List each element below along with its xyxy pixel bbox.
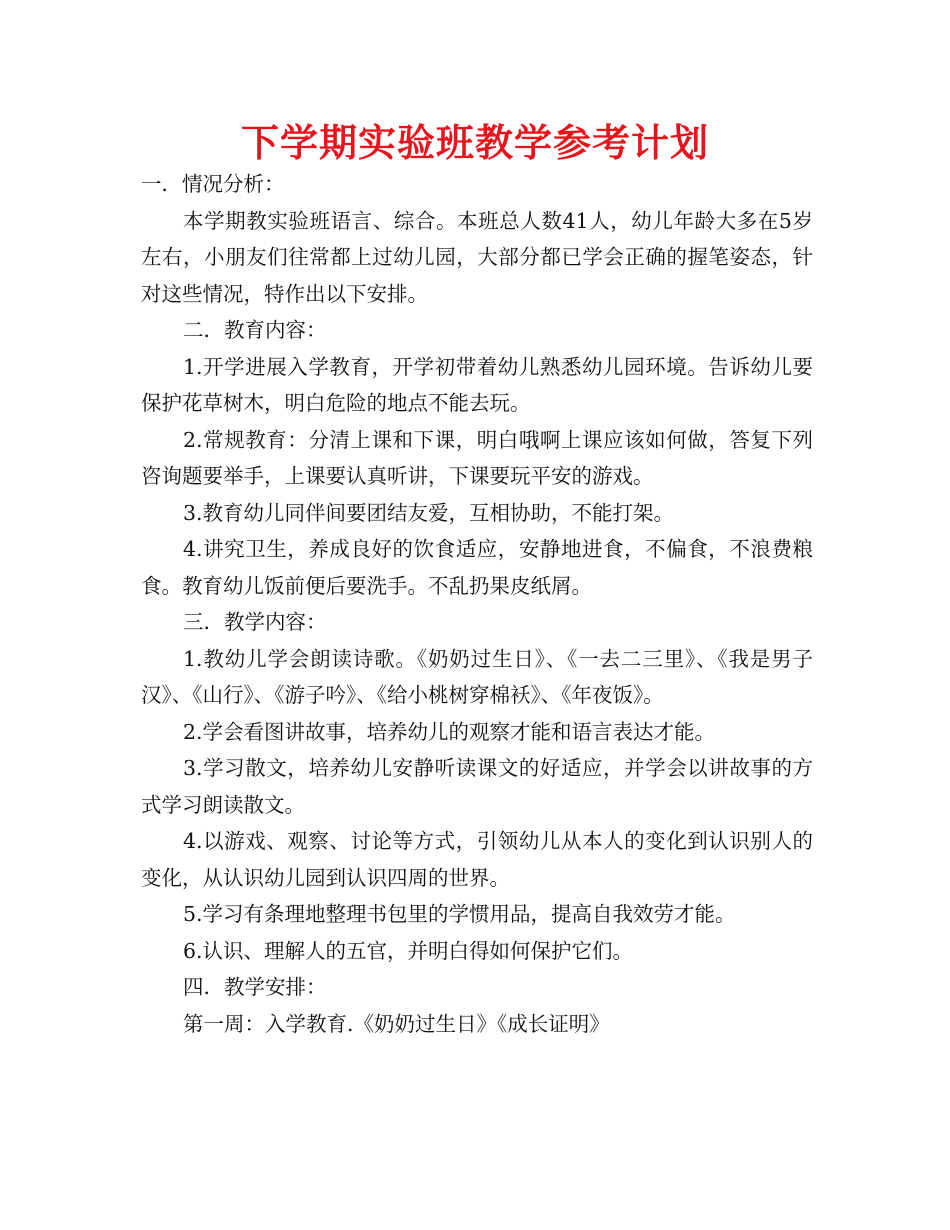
section-heading-analysis: 一．情况分析： (141, 172, 285, 196)
section-heading-schedule: 四．教学安排： (183, 975, 327, 999)
paragraph-teaching-1: 1.教幼儿学会朗读诗歌。《奶奶过生日》、《一去二三里》、《我是男子汉》、《山行》、《游子吟》、《给小桃树穿棉袄》、《年夜饭》。 (141, 646, 813, 707)
paragraph-teaching-5: 5.学习有条理地整理书包里的学惯用品，提高自我效劳才能。 (183, 902, 736, 926)
section-heading-teaching: 三．教学内容： (183, 610, 327, 634)
paragraph-teaching-2: 2.学会看图讲故事，培养幼儿的观察才能和语言表达才能。 (183, 719, 716, 744)
paragraph-teaching-4: 4.以游戏、观察、讨论等方式，引领幼儿从本人的变化到认识别人的变化，从认识幼儿园到认识四周的世界。 (141, 829, 813, 890)
document-body (141, 166, 813, 1042)
paragraph-education-3: 3.教育幼儿同伴间要团结友爱，互相协助，不能打架。 (183, 500, 675, 525)
paragraph-teaching-6: 6.认识、理解人的五官，并明白得如何保护它们。 (183, 938, 634, 963)
paragraph-schedule-week-1: 第一周：入学教育.《奶奶过生日》《成长证明》 (183, 1011, 610, 1036)
paragraph-analysis: 本学期教实验班语言、综合。本班总人数41人，幼儿年龄大多在5岁左右，小朋友们往常都上过幼儿园，大部分都已学会正确的握笔姿态，针对这些情况，特作出以下安排。 (141, 208, 813, 306)
paragraph-education-1: 1.开学进展入学教育，开学初带着幼儿熟悉幼儿园环境。告诉幼儿要保护花草树木，明白危险的地点不能去玩。 (141, 354, 813, 415)
paragraph-teaching-3: 3.学习散文，培养幼儿安静听读课文的好适应，并学会以讲故事的方式学习朗读散文。 (141, 756, 813, 817)
section-heading-education: 二．教育内容： (183, 318, 327, 342)
document-title: 下学期实验班教学参考计划 (240, 121, 709, 165)
paragraph-education-4: 4.讲究卫生，养成良好的饮食适应，安静地进食，不偏食，不浪费粮食。教育幼儿饭前便后要洗手。不乱扔果皮纸屑。 (141, 537, 813, 598)
paragraph-education-2: 2.常规教育：分清上课和下课，明白哦啊上课应该如何做，答复下列咨询题要举手，上课要认真听讲，下课要玩平安的游戏。 (141, 427, 813, 488)
